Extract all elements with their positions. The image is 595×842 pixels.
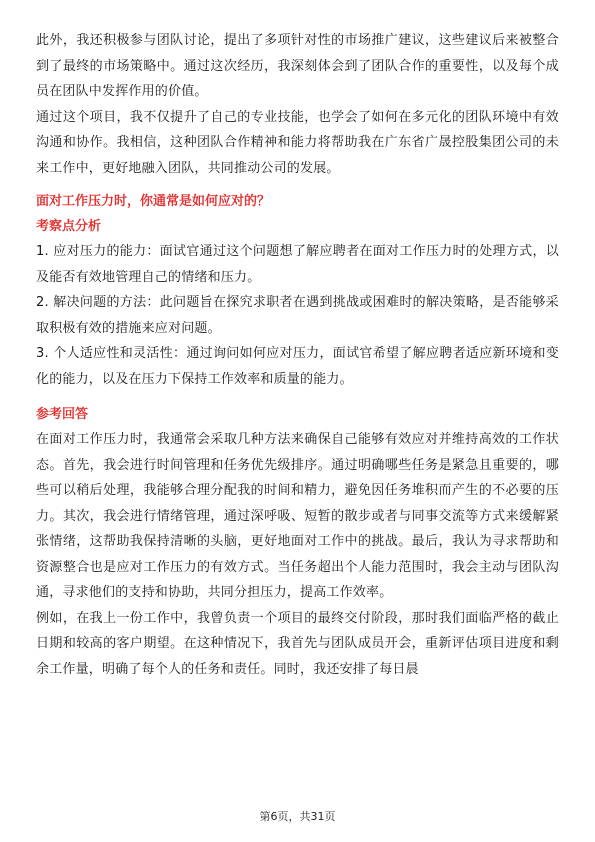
answer-paragraph: 例如，在我上一份工作中，我曾负责一个项目的最终交付阶段，那时我们面临严格的截止日期和较高的客户期望。在这种情况下，我首先与团队成员开会，重新评估项目进度和剩余工作量，明确了每个人的任务和责任。同时，我还安排了每日晨 bbox=[36, 610, 559, 677]
analysis-item: 3. 个人适应性和灵活性：通过询问如何应对压力，面试官希望了解应聘者适应新环境和变化的能力，以及在压力下保持工作效率和质量的能力。 bbox=[36, 346, 559, 387]
answer-paragraph: 在面对工作压力时，我通常会采取几种方法来确保自己能够有效应对并维持高效的工作状态。首先，我会进行时间管理和任务优先级排序。通过明确哪些任务是紧急且重要的，哪些可以稍后处理，我能够合理分配我的时间和精力，避免因任务堆积而产生的不必要的压力。其次，我会进行情绪管理，通过深呼吸、短暂的散步或者与同事交流等方式来缓解紧张情绪，这帮助我保持清晰的头脑，更好地面对工作中的挑战。最后，我认为寻求帮助和资源整合也是应对工作压力的有效方式。当任务超出个人能力范围时，我会主动与团队沟通，寻求他们的支持和协助，共同分担压力，提高工作效率。 bbox=[36, 432, 559, 600]
answer-heading: 参考回答 bbox=[36, 407, 89, 422]
document-page bbox=[36, 28, 559, 682]
analysis-item: 2. 解决问题的方法：此问题旨在探究求职者在遇到挑战或困难时的解决策略，是否能够采取积极有效的措施来应对问题。 bbox=[36, 295, 559, 336]
page-number-footer: 第6页，共31页 bbox=[259, 810, 336, 823]
body-paragraph: 此外，我还积极参与团队讨论，提出了多项针对性的市场推广建议，这些建议后来被整合到了最终的市场策略中。通过这次经历，我深刻体会到了团队合作的重要性，以及每个成员在团队中发挥作用的价值。 bbox=[36, 33, 559, 99]
body-paragraph: 通过这个项目，我不仅提升了自己的专业技能，也学会了如何在多元化的团队环境中有效沟通和协作。我相信，这种团队合作精神和能力将帮助我在广东省广晟控股集团公司的未来工作中，更好地融入团队，共同推动公司的发展。 bbox=[36, 109, 559, 176]
analysis-item: 1. 应对压力的能力：面试官通过这个问题想了解应聘者在面对工作压力时的处理方式，以及能否有效地管理自己的情绪和压力。 bbox=[36, 244, 559, 285]
interview-question: 面对工作压力时，你通常是如何应对的？ bbox=[36, 194, 271, 209]
analysis-heading: 考察点分析 bbox=[36, 219, 102, 234]
